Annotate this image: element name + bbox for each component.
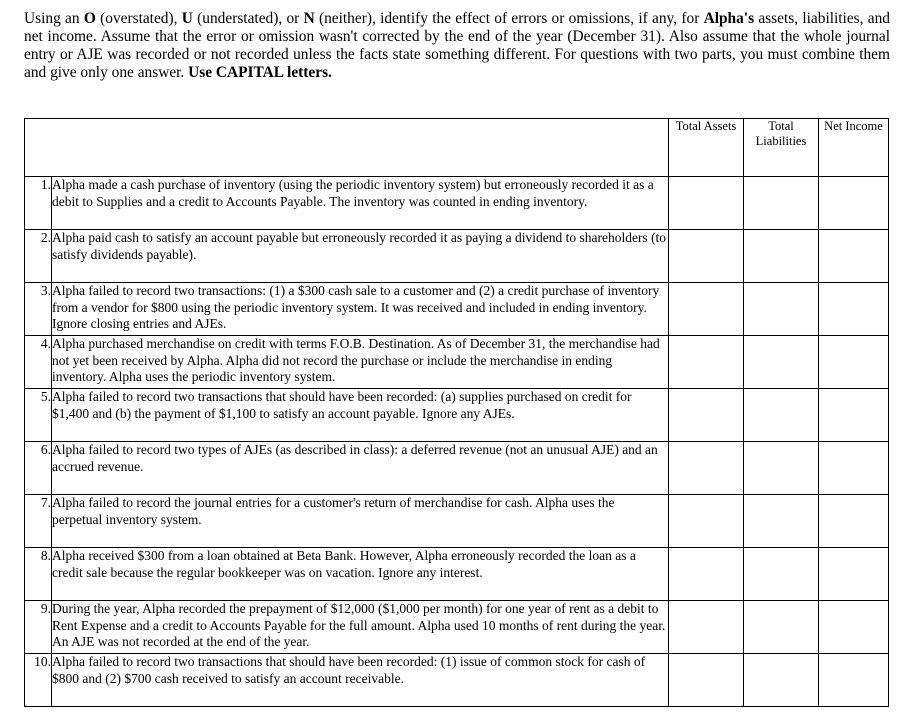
- question-text: Alpha paid cash to satisfy an account payable but erroneously recorded it as paying a dividend to shareholders (to satisfy dividends payable).: [52, 230, 669, 283]
- answer-cell-assets[interactable]: [669, 442, 744, 495]
- table-row: [25, 283, 889, 336]
- question-text: Alpha failed to record two transactions that should have been recorded: (1) issue of common stock for cash of $800 and (2) $700 cash received to satisfy an account receivable.: [52, 654, 669, 707]
- answer-cell-income[interactable]: [819, 336, 889, 389]
- answer-cell-income[interactable]: [819, 548, 889, 601]
- instructions-text: (overstated),: [95, 10, 182, 27]
- question-number: 6.: [25, 442, 52, 495]
- answer-cell-income[interactable]: [819, 283, 889, 336]
- question-number: 4.: [25, 336, 52, 389]
- instructions-text: Using an: [24, 10, 84, 27]
- understated-letter: U: [181, 10, 193, 27]
- question-number: 7.: [25, 495, 52, 548]
- neither-letter: N: [303, 10, 315, 27]
- answer-cell-income[interactable]: [819, 230, 889, 283]
- table-row: [25, 654, 889, 707]
- answer-cell-income[interactable]: [819, 495, 889, 548]
- answer-cell-assets[interactable]: [669, 601, 744, 654]
- answer-cell-assets[interactable]: [669, 177, 744, 230]
- table-row: [25, 442, 889, 495]
- question-text: During the year, Alpha recorded the prepayment of $12,000 ($1,000 per month) for one year of rent as a debit to Rent Expense and a credit to Accounts Payable for the full amount. Alpha used 10 months of rent during the year. An AJE was not recorded at the end of the year.: [52, 601, 669, 654]
- answer-cell-liabilities[interactable]: [744, 601, 819, 654]
- question-number: 10.: [25, 654, 52, 707]
- answer-cell-assets[interactable]: [669, 230, 744, 283]
- table-row: [25, 230, 889, 283]
- question-number: 5.: [25, 389, 52, 442]
- question-text: Alpha failed to record two transactions: (1) a $300 cash sale to a customer and (2) a credit purchase of inventory from a vendor for $800 using the periodic inventory system. It was received and included in ending inventory. Ignore closing entries and AJEs.: [52, 283, 669, 336]
- question-text: Alpha failed to record the journal entries for a customer's return of merchandise for cash. Alpha uses the perpetual inventory system.: [52, 495, 669, 548]
- header-total-assets: Total Assets: [669, 119, 744, 177]
- company-name: Alpha's: [703, 10, 755, 27]
- table-row: [25, 177, 889, 230]
- question-number: 1.: [25, 177, 52, 230]
- answer-cell-income[interactable]: [819, 442, 889, 495]
- header-row: [25, 119, 889, 177]
- instructions-text: assets, liabilities, and net income. Assume that the error or omission wasn't corrected by the end of the year (December 31). Also assume that the whole journal entry or AJE was recorded or not recorded unless the facts state something different. For questions with two parts, you must combine them and give only one answer.: [24, 10, 891, 81]
- header-blank-cell: [25, 119, 669, 177]
- instructions-text: (understated), or: [192, 10, 304, 27]
- instructions-text: (neither), identify the effect of errors or omissions, if any, for: [314, 10, 704, 27]
- answer-cell-liabilities[interactable]: [744, 548, 819, 601]
- question-number: 8.: [25, 548, 52, 601]
- answer-cell-liabilities[interactable]: [744, 442, 819, 495]
- table-row: [25, 548, 889, 601]
- header-total-liabilities: Total Liabilities: [744, 119, 819, 177]
- answer-cell-income[interactable]: [819, 601, 889, 654]
- answer-cell-liabilities[interactable]: [744, 389, 819, 442]
- question-text: Alpha failed to record two types of AJEs (as described in class): a deferred revenue (not an unusual AJE) and an accrued revenue.: [52, 442, 669, 495]
- question-text: Alpha failed to record two transactions that should have been recorded: (a) supplies purchased on credit for $1,400 and (b) the payment of $1,100 to satisfy an account payable. Ignore any AJEs.: [52, 389, 669, 442]
- question-text: Alpha made a cash purchase of inventory (using the periodic inventory system) but erroneously recorded it as a debit to Supplies and a credit to Accounts Payable. The inventory was counted in ending inventory.: [52, 177, 669, 230]
- answer-cell-assets[interactable]: [669, 283, 744, 336]
- question-number: 9.: [25, 601, 52, 654]
- overstated-letter: O: [83, 10, 96, 27]
- table-row: [25, 601, 889, 654]
- question-text: Alpha received $300 from a loan obtained at Beta Bank. However, Alpha erroneously recorded the loan as a credit sale because the regular bookkeeper was on vacation. Ignore any interest.: [52, 548, 669, 601]
- header-net-income: Net Income: [819, 119, 889, 177]
- answer-cell-assets[interactable]: [669, 389, 744, 442]
- answer-cell-assets[interactable]: [669, 336, 744, 389]
- table-row: [25, 336, 889, 389]
- answer-cell-liabilities[interactable]: [744, 230, 819, 283]
- answer-cell-assets[interactable]: [669, 654, 744, 707]
- answer-cell-liabilities[interactable]: [744, 177, 819, 230]
- answer-cell-assets[interactable]: [669, 548, 744, 601]
- question-number: 3.: [25, 283, 52, 336]
- answer-table: [24, 118, 889, 707]
- answer-cell-liabilities[interactable]: [744, 283, 819, 336]
- table-row: [25, 389, 889, 442]
- question-rows: [25, 177, 889, 707]
- question-number: 2.: [25, 230, 52, 283]
- answer-cell-income[interactable]: [819, 389, 889, 442]
- answer-cell-liabilities[interactable]: [744, 654, 819, 707]
- answer-cell-income[interactable]: [819, 654, 889, 707]
- table-row: [25, 495, 889, 548]
- capital-letters-note: Use CAPITAL letters.: [188, 64, 332, 81]
- answer-cell-liabilities[interactable]: [744, 495, 819, 548]
- question-text: Alpha purchased merchandise on credit with terms F.O.B. Destination. As of December 31, the merchandise had not yet been received by Alpha. Alpha did not record the purchase or include the merchandise in ending inventory. Alpha uses the periodic inventory system.: [52, 336, 669, 389]
- answer-cell-income[interactable]: [819, 177, 889, 230]
- instructions-paragraph: [24, 10, 890, 82]
- answer-cell-assets[interactable]: [669, 495, 744, 548]
- answer-cell-liabilities[interactable]: [744, 336, 819, 389]
